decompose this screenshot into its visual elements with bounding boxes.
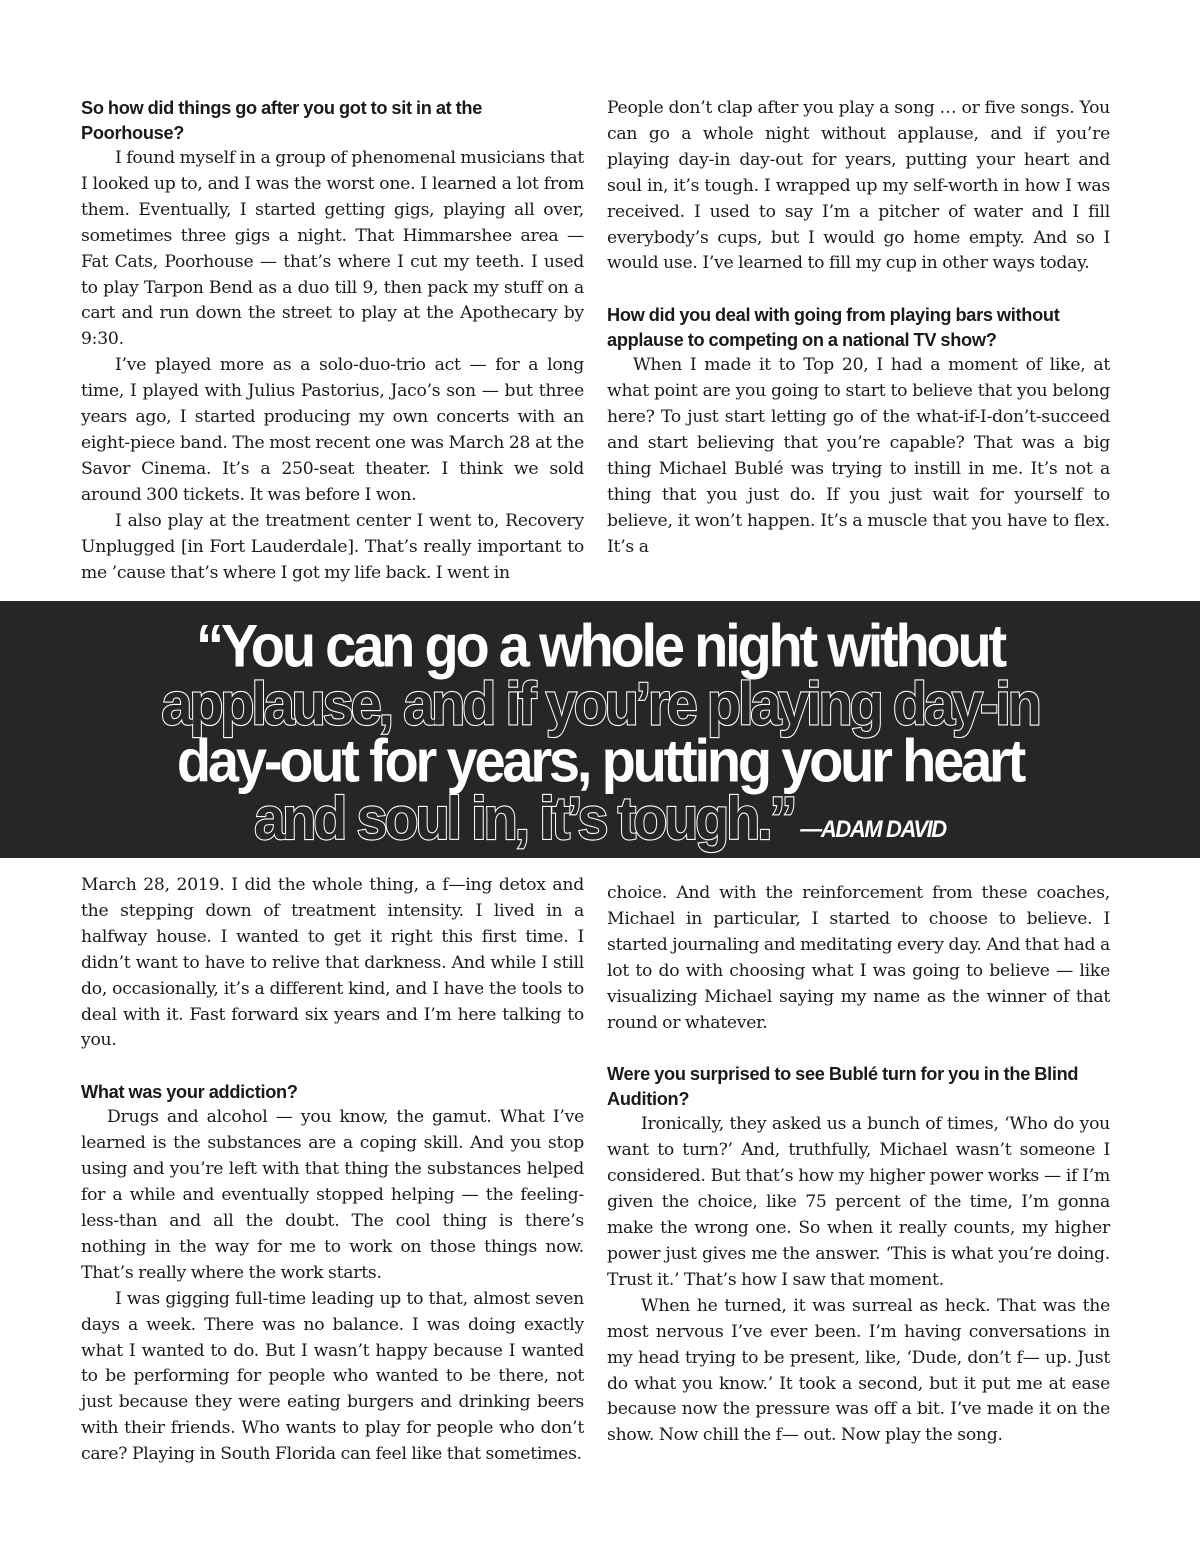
paragraph: People don’t clap after you play a song … or five songs. You can go a whole night without applause, and if you’re playing day-in day-out for years, putting your heart and soul in, it’s tough. I wrapped up my self-worth in how I was received. I used to say I’m a pitcher of water and I fill everybody’s cups, but I would go home empty. And so I would use. I’ve learned to fill my cup in other ways today. [607, 98, 1110, 274]
paragraph: Ironically, they asked us a bunch of times, ‘Who do you want to turn?’ And, truthfully, Michael wasn’t someone I considered. But that’s how my higher power works — if I’m given the choice, like 75 percent of the time, I’m gonna make the wrong one. So when it really counts, my higher power just gives me the answer. ‘This is what you’re doing. Trust it.’ That’s how I saw that moment. [607, 1114, 1110, 1290]
question-poorhouse: So how did things go after you got to sit in at the Poorhouse? [81, 98, 483, 143]
column-3 [81, 873, 584, 1468]
column-4 [607, 881, 1110, 1449]
pull-quote-last-line [0, 783, 1200, 861]
paragraph: I also play at the treatment center I went to, Recovery Unplugged [in Fort Lauderdale]. That’s really important to me ’cause that’s where I got my life back. I went in [81, 510, 584, 583]
pull-quote-line: applause, and if you’re playing day-in [161, 669, 1039, 738]
paragraph: I’ve played more as a solo-duo-trio act — for a long time, I played with Julius Pastorius, Jaco’s son — but three years ago, I started producing my own concerts with an eight-piece band. The most recent one was March 28 at the Savor Cinema. It’s a 250-seat theater. I think we sold around 300 tickets. It was before I won. [81, 355, 584, 505]
question-addiction: What was your addiction? [81, 1082, 298, 1103]
paragraph: choice. And with the reinforcement from these coaches, Michael in particular, I started to choose to believe. I started journaling and meditating every day. And that had a lot to do with choosing what I was going to believe — like visualizing Michael saying my name as the winner of that round or whatever. [607, 883, 1110, 1033]
paragraph: March 28, 2019. I did the whole thing, a f—ing detox and the stepping down of treatment intensity. I lived in a halfway house. I wanted to get it right this first time. I didn’t want to have to relive that darkness. And while I still do, occasionally, it’s a different kind, and I have the tools to deal with it. Fast forward six years and I’m here talking to you. [81, 875, 584, 1051]
paragraph: Drugs and alcohol — you know, the gamut. What I’ve learned is the substances are a coping skill. And you stop using and you’re left with that thing the substances helped for a while and eventually stopped helping — the feeling-less-than and all the doubt. The cool thing is there’s nothing in the way for me to work on those things now. That’s really where the work starts. [81, 1107, 584, 1283]
column-2 [607, 96, 1110, 561]
paragraph: When he turned, it was surreal as heck. That was the most nervous I’ve ever been. I’m having conversations in my head trying to be present, like, ‘Dude, don’t f— up. Just do what you know.’ It took a second, but it put me at ease because now the pressure was off a bit. I’ve made it on the show. Now chill the f— out. Now play the song. [607, 1295, 1110, 1446]
paragraph: I was gigging full-time leading up to that, almost seven days a week. There was no balance. I was doing exactly what I wanted to do. But I wasn’t happy because I wanted to be performing for people who wanted to be there, not just because they were eating burgers and drinking beers with their friends. Who wants to play for people who don’t care? Playing in South Florida can feel like that sometimes. [81, 1288, 584, 1465]
pull-quote-line: and soul in, it’s tough.” [254, 783, 795, 852]
question-blind-audition: Were you surprised to see Bublé turn for you in the Blind Audition? [607, 1064, 1079, 1110]
pull-quote-attribution: —ADAM DAVID [800, 815, 946, 843]
paragraph: I found myself in a group of phenomenal musicians that I looked up to, and I was the worst one. I learned a lot from them. Eventually, I started getting gigs, playing all over, sometimes three gigs a night. That Himmarshee area — Fat Cats, Poorhouse — that’s where I cut my teeth. I used to play Tarpon Bend as a duo till 9, then pack my stuff on a cart and run down the street to play at the Apothecary by 9:30. [81, 148, 584, 350]
paragraph: When I made it to Top 20, I had a moment of like, at what point are you going to start to believe that you belong here? To just start letting go of the what-if-I-don’t-succeed and start believing that you’re capable? That was a big thing Michael Bublé was trying to instill in me. It’s not a thing that you just do. If you just wait for yourself to believe, it won’t happen. It’s a muscle that you have to flex. It’s a [607, 355, 1110, 557]
question-applause: How did you deal with going from playing bars without applause to competing on a national TV show? [607, 305, 1060, 351]
pull-quote-line: day-out for years, putting your heart [176, 726, 1024, 795]
pull-quote-line: “You can go a whole night without [196, 611, 1004, 680]
column-1 [81, 96, 584, 586]
